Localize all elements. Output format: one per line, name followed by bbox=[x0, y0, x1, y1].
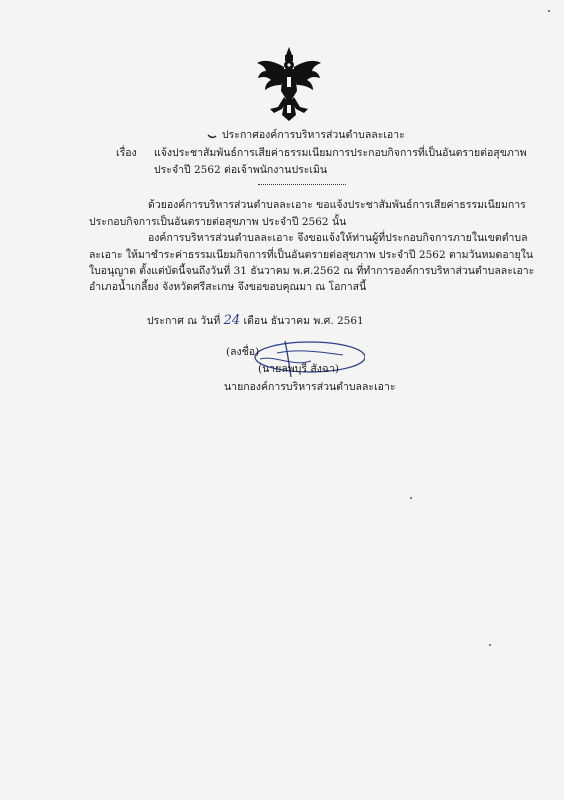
scan-speck bbox=[489, 644, 491, 646]
separator-dots bbox=[258, 184, 346, 185]
para2-line2: ละเอาะ ให้มาชำระค่าธรรมเนียมกิจการที่เป็นอันตรายต่อสุขภาพ ประจำปี 2562 ตามวันหมดอายุใน bbox=[89, 249, 533, 261]
para2-line4: อำเภอน้ำเกลี้ยง จังหวัดศรีสะเกษ จึงขอขอบคุณมา ณ โอกาสนี้ bbox=[89, 281, 367, 293]
subject-line-2: ประจำปี 2562 ต่อเจ้าพนักงานประเมิน bbox=[154, 164, 328, 176]
subject-text: แจ้งประชาสัมพันธ์การเสียค่าธรรมเนียมการประกอบกิจการที่เป็นอันตรายต่อสุขภาพ bbox=[154, 147, 527, 159]
signer-position: นายกองค์การบริหารส่วนตำบลละเอาะ bbox=[224, 381, 396, 393]
para2-line3: ใบอนุญาต ตั้งแต่บัดนี้จนถึงวันที่ 31 ธันวาคม พ.ศ.2562 ณ ที่ทำการองค์การบริหาส่วนตำบลละเอาะ bbox=[89, 265, 535, 277]
scan-speck bbox=[410, 497, 412, 499]
para1-line1: ด้วยองค์การบริหารส่วนตำบลละเอาะ ขอแจ้งประชาสัมพันธ์การเสียค่าธรรมเนียมการ bbox=[148, 199, 526, 211]
announce-date bbox=[147, 314, 364, 328]
pen-mark bbox=[207, 133, 217, 139]
para2-line1: องค์การบริหารส่วนตำบลละเอาะ จึงขอแจ้งให้ท่านผู้ที่ประกอบกิจการภายในเขตตำบล bbox=[148, 232, 528, 244]
signer-name: (นายลพบุรี สังฉา) bbox=[258, 363, 340, 375]
handwritten-day: 24 bbox=[223, 313, 241, 328]
announcement-title: ประกาศองค์การบริหารส่วนตำบลละเอาะ bbox=[222, 129, 405, 141]
sign-label: (ลงชื่อ) bbox=[226, 346, 260, 358]
subject-label: เรื่อง bbox=[116, 147, 137, 159]
para1-line2: ประกอบกิจการเป็นอันตรายต่อสุขภาพ ประจำปี 2562 นั้น bbox=[89, 216, 347, 228]
scan-speck bbox=[548, 10, 550, 12]
announce-month-year: เดือน ธันวาคม พ.ศ. 2561 bbox=[243, 315, 364, 327]
announce-prefix: ประกาศ ณ วันที่ bbox=[147, 315, 221, 327]
garuda-emblem bbox=[256, 47, 322, 121]
